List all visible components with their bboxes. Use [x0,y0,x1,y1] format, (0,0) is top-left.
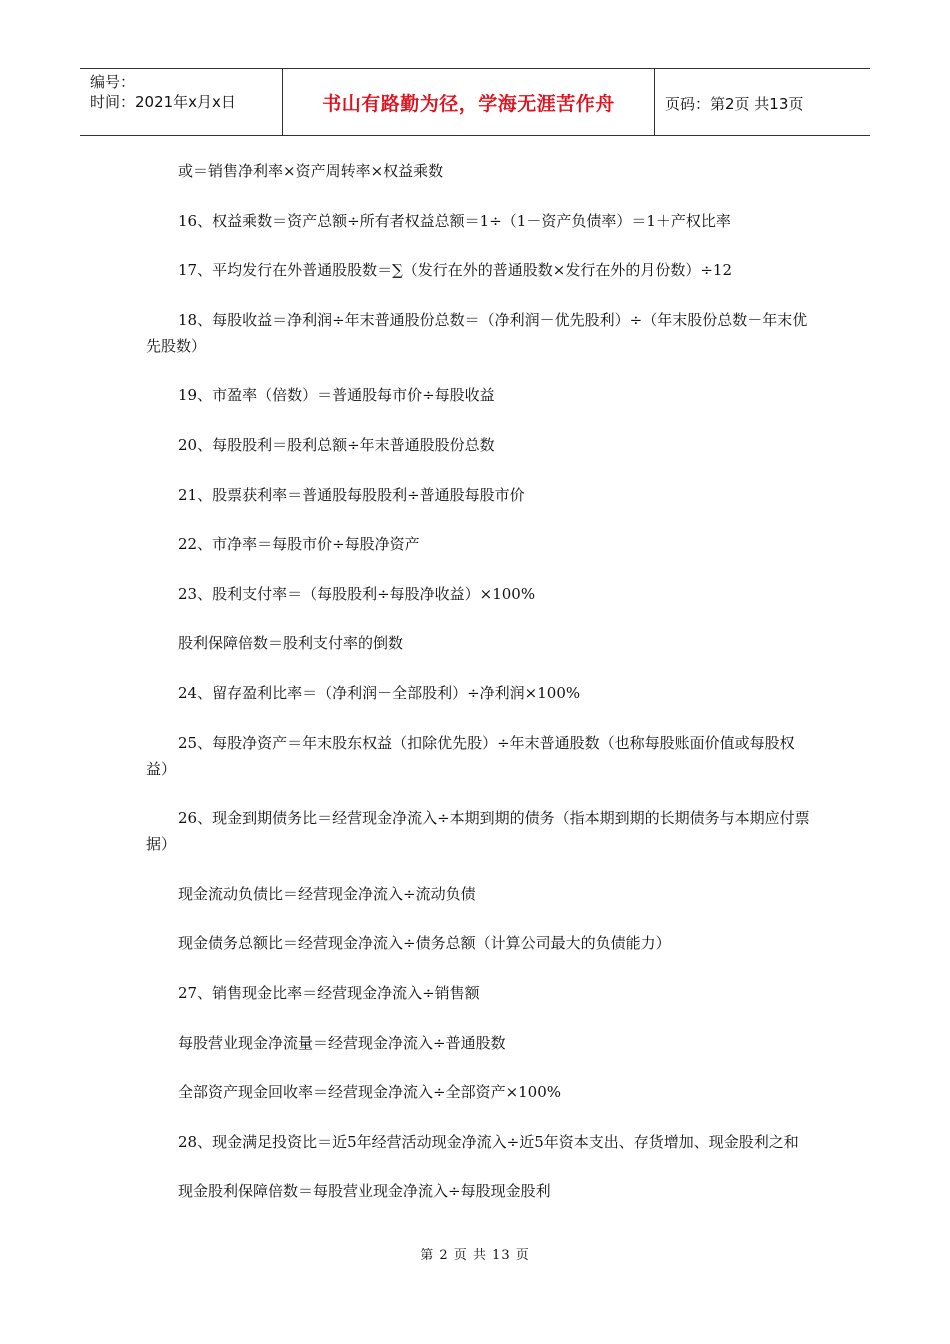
document-number-label: 编号： [90,73,136,91]
paragraph: 全部资产现金回收率＝经营现金净流入÷全部资产×100% [178,1083,562,1102]
paragraph: 17、平均发行在外普通股股数＝∑（发行在外的普通股数×发行在外的月份数）÷12 [178,261,733,280]
paragraph: 28、现金满足投资比＝近5年经营活动现金净流入÷近5年资本支出、存货增加、现金股利之和 [178,1132,799,1151]
paragraph: 现金流动负债比＝经营现金净流入÷流动负债 [178,884,476,903]
page-header [80,68,870,136]
header-motto-cell [283,69,655,135]
header-motto: 书山有路勤为径，学海无涯苦作舟 [322,92,615,115]
paragraph: 23、股利支付率＝（每股股利÷每股净收益）×100% [178,584,536,603]
paragraph: 股利保障倍数＝股利支付率的倒数 [178,634,404,653]
paragraph: 26、现金到期债务比＝经营现金净流入÷本期到期的债务（指本期到期的长期债务与本期应付票据） [146,809,810,854]
document-date-label: 时间：2021年x月x日 [90,93,236,111]
paragraph: 24、留存盈利比率＝（净利润－全部股利）÷净利润×100% [178,683,581,702]
paragraph: 27、销售现金比率＝经营现金净流入÷销售额 [178,983,480,1002]
header-page-cell [655,69,870,135]
paragraph: 或＝销售净利率×资产周转率×权益乘数 [178,162,444,180]
paragraph: 18、每股收益＝净利润÷年末普通股份总数＝（净利润－优先股利）÷（年末股份总数－年末优先股数） [146,310,808,355]
header-info-cell [80,69,283,135]
paragraph: 16、权益乘数＝资产总额÷所有者权益总额＝1÷（1－资产负债率）＝1＋产权比率 [178,211,731,230]
paragraph: 20、每股股利＝股利总额÷年末普通股股份总数 [178,435,495,454]
paragraph: 现金股利保障倍数＝每股营业现金净流入÷每股现金股利 [178,1182,551,1201]
paragraph: 每股营业现金净流量＝经营现金净流入÷普通股数 [178,1033,506,1052]
paragraph: 19、市盈率（倍数）＝普通股每市价÷每股收益 [178,386,495,405]
paragraph: 21、股票获利率＝普通股每股股利÷普通股每股市价 [178,485,525,504]
header-page-number: 页码：第2页 共13页 [665,95,804,113]
paragraph: 25、每股净资产＝年末股东权益（扣除优先股）÷年末普通股数（也称每股账面价值或每股权益） [146,733,795,778]
document-body [146,158,810,1228]
page-footer: 第 2 页 共 13 页 [420,1248,530,1263]
paragraph: 现金债务总额比＝经营现金净流入÷债务总额（计算公司最大的负债能力） [178,934,671,953]
paragraph: 22、市净率＝每股市价÷每股净资产 [178,535,420,554]
